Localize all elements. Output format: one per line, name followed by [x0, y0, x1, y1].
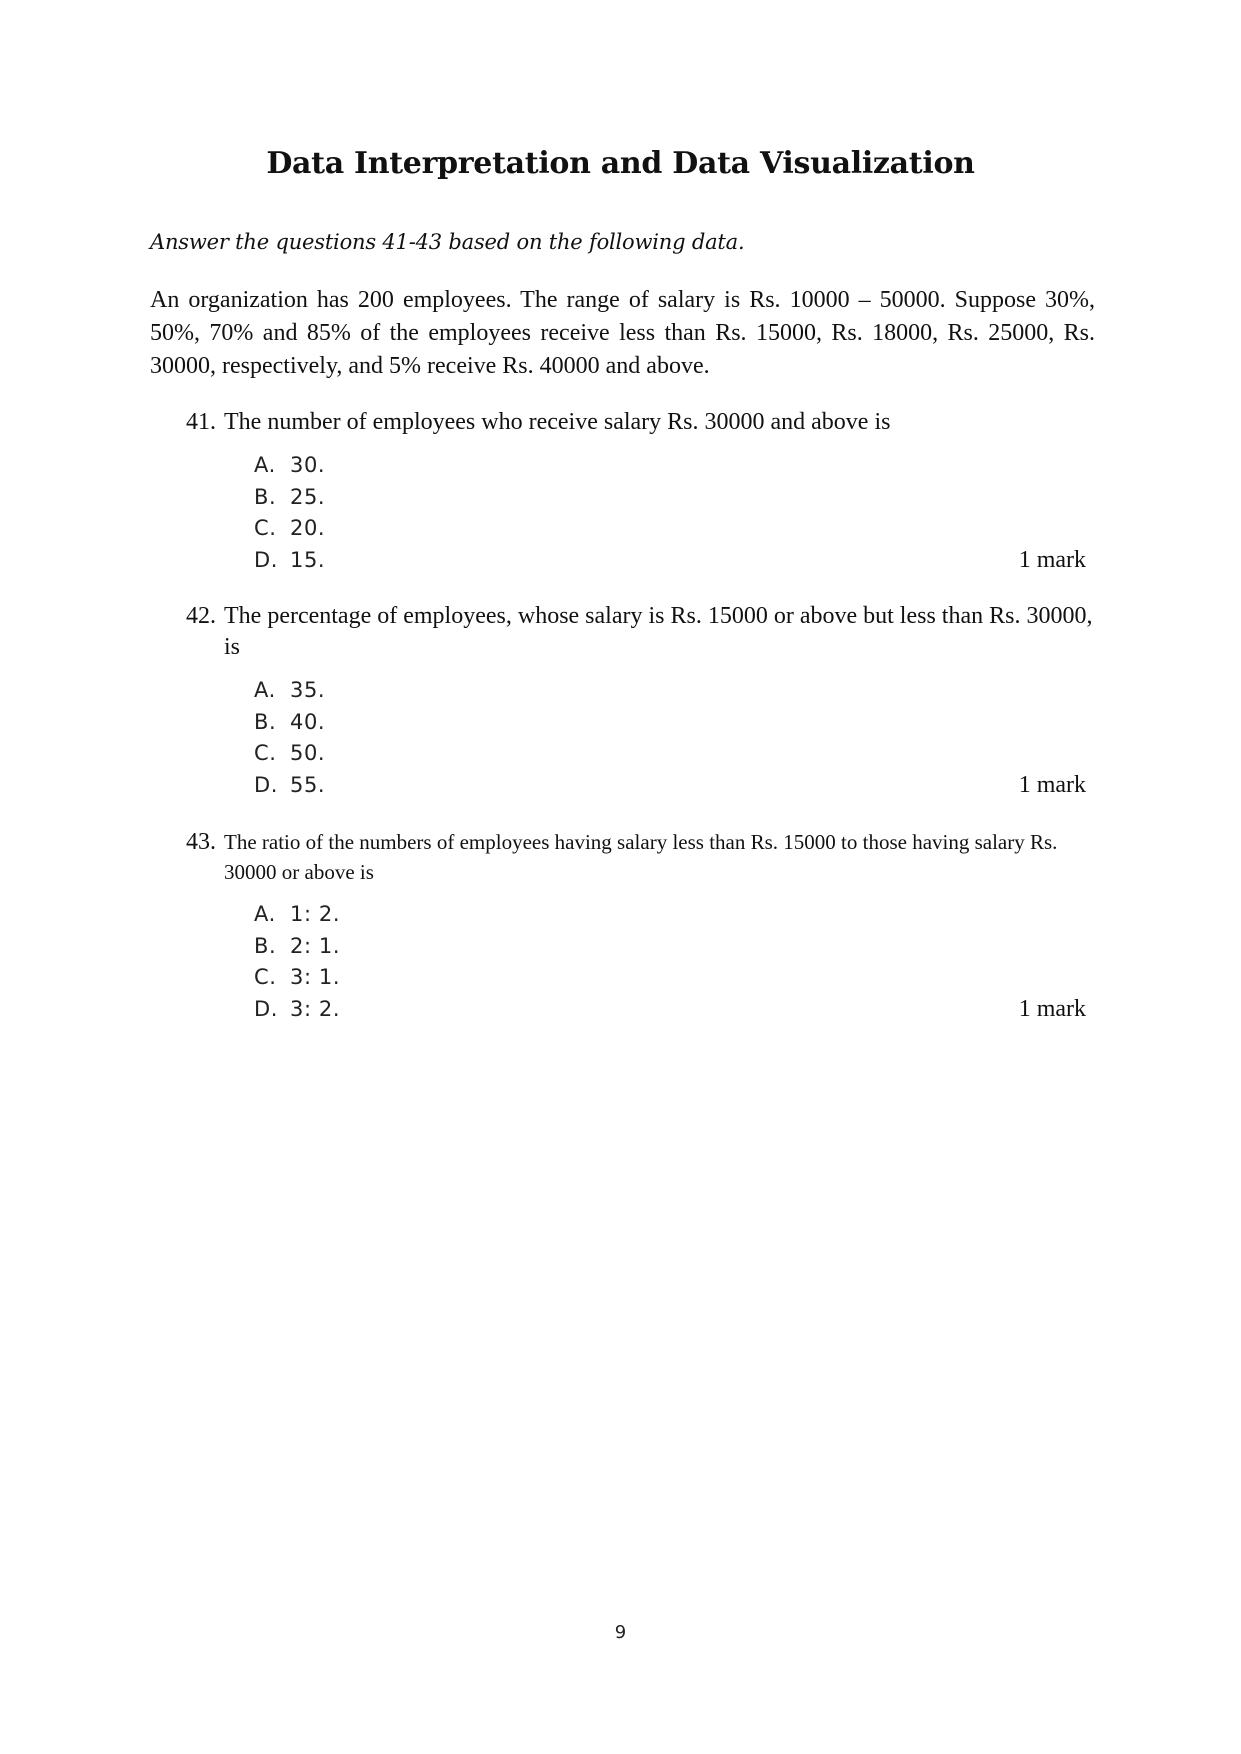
option-d	[186, 770, 1096, 802]
option-letter: A.	[254, 678, 276, 702]
option-letter: B.	[254, 709, 277, 734]
option-text: 30.	[290, 453, 326, 477]
option-text: 55.	[290, 772, 326, 797]
option-text: 35.	[290, 678, 326, 702]
question-stem	[186, 827, 1096, 887]
option-list	[186, 899, 1096, 1025]
option-letter: A.	[254, 453, 276, 477]
option-c	[186, 738, 1096, 770]
option-text: 50.	[290, 741, 326, 765]
question-text: The number of employees who receive salary Rs. 30000 and above is	[224, 409, 891, 435]
option-d	[186, 994, 1096, 1026]
option-a	[186, 899, 1096, 931]
question-stem	[186, 601, 1096, 663]
marks-label: 1 mark	[1018, 546, 1086, 573]
option-letter: A.	[254, 902, 276, 926]
marks-label: 1 mark	[1018, 771, 1086, 798]
option-letter: D.	[254, 772, 279, 797]
question-text: The percentage of employees, whose salary is Rs. 15000 or above but less than Rs. 30000, is	[224, 603, 1093, 660]
question-41	[186, 407, 1096, 576]
option-a	[186, 675, 1096, 707]
marks-label: 1 mark	[1018, 995, 1086, 1022]
option-a	[186, 450, 1096, 482]
option-list	[186, 450, 1096, 576]
option-text: 40.	[290, 709, 326, 734]
option-text: 20.	[290, 516, 326, 540]
option-b	[186, 707, 1096, 739]
option-text: 3: 2.	[290, 996, 341, 1021]
option-letter: B.	[254, 484, 277, 509]
question-number: 41.	[186, 409, 216, 435]
page-number: 9	[614, 1622, 627, 1643]
option-text: 3: 1.	[290, 965, 341, 989]
option-d	[186, 545, 1096, 577]
option-list	[186, 675, 1096, 801]
page-title: Data Interpretation and Data Visualization	[266, 146, 975, 181]
option-c	[186, 962, 1096, 994]
question-number: 42.	[186, 603, 216, 629]
question-42	[186, 601, 1096, 801]
option-b	[186, 482, 1096, 514]
instruction-text: Answer the questions 41-43 based on the following data.	[150, 230, 745, 254]
question-43	[186, 827, 1096, 1025]
option-letter: D.	[254, 996, 279, 1021]
question-stem	[186, 407, 1096, 438]
option-text: 2: 1.	[290, 933, 341, 958]
option-text: 1: 2.	[290, 902, 341, 926]
option-letter: D.	[254, 547, 279, 572]
question-text: The ratio of the numbers of employees having salary less than Rs. 15000 to those having salary Rs. 30000 or above is	[224, 830, 1058, 884]
data-passage: An organization has 200 employees. The range of salary is Rs. 10000 – 50000. Suppose 30%, 50%, 70% and 85% of the employees receive less than Rs. 15000, Rs. 18000, Rs. 25000, Rs. 30000, respectively, and 5% receive Rs. 40000 and above.	[150, 287, 1095, 379]
option-letter: C.	[254, 741, 277, 765]
question-number: 43.	[186, 829, 216, 855]
option-b	[186, 931, 1096, 963]
option-c	[186, 513, 1096, 545]
option-letter: C.	[254, 965, 277, 989]
option-text: 15.	[290, 547, 326, 572]
option-letter: C.	[254, 516, 277, 540]
option-letter: B.	[254, 933, 277, 958]
option-text: 25.	[290, 484, 326, 509]
